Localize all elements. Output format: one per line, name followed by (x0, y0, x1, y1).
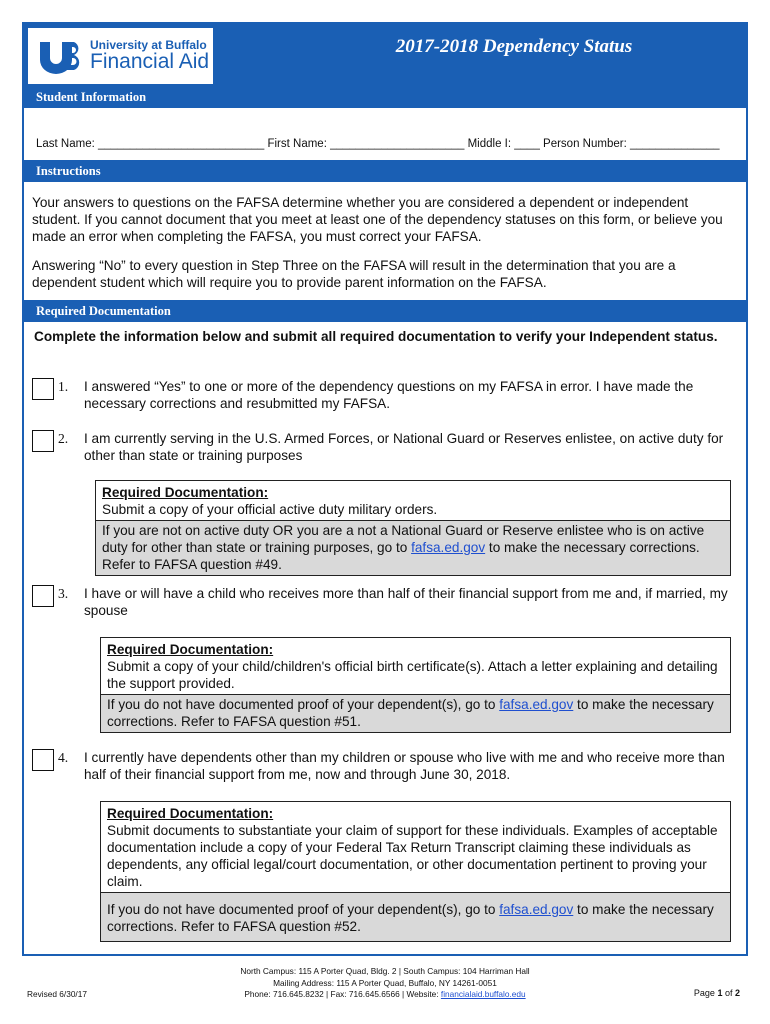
page-title: 2017-2018 Dependency Status (395, 36, 633, 57)
footer-contact (160, 966, 610, 1001)
checkbox-item-4[interactable] (32, 749, 54, 771)
checkbox-item-2[interactable] (32, 430, 54, 452)
website-link[interactable]: financialaid.buffalo.edu (440, 989, 526, 999)
item-text: I answered “Yes” to one or more of the dependency questions on my FAFSA in error. I have made the necessary corrections and resubmitted my FAFSA. (84, 379, 694, 411)
item-text: I have or will have a child who receives more than half of their financial support from me and, if married, my spouse (84, 586, 728, 618)
instructions-paragraph-2: Answering “No” to every question in Step Three on the FAFSA will result in the determination that you are a dependent student which will require you to provide parent information on the FAFSA. (32, 258, 676, 290)
item-number: 2. (58, 431, 69, 446)
fafsa-link[interactable]: fafsa.ed.gov (499, 902, 574, 917)
footer-campus-line: North Campus: 115 A Porter Quad, Bldg. 2 | South Campus: 104 Harriman Hall (240, 966, 530, 976)
page-word: Page (693, 988, 718, 998)
ub-logo (28, 28, 213, 84)
item-text: I am currently serving in the U.S. Armed Forces, or National Guard or Reserves enlistee, on active duty for other than state or training purposes (84, 431, 724, 463)
footer-phone-line (160, 989, 610, 1001)
item-text: I currently have dependents other than my children or spouse who live with me and who receive more than half of their financial support from me, now and through June 30, 2018. (84, 750, 725, 782)
required-doc-title: Required Documentation: (107, 806, 274, 821)
required-doc-text: Submit a copy of your child/children's official birth certificate(s). Attach a letter explaining and detailing the support provided. (107, 659, 718, 691)
section-required-documentation: Required Documentation (24, 300, 746, 322)
page-number: 1 (717, 988, 723, 998)
checkbox-item-3[interactable] (32, 585, 54, 607)
ub-logo-icon (38, 38, 82, 74)
student-name-fields[interactable]: Last Name: __________________________ First Name: _____________________ Middle I: ____ Person Number: ______________ (36, 138, 720, 150)
fafsa-link[interactable]: fafsa.ed.gov (499, 697, 574, 712)
alt-text-after: to make the necessary corrections. Refer to FAFSA question #51. (107, 697, 714, 729)
form-page (22, 22, 748, 956)
footer-phone-text: Phone: 716.645.8232 | Fax: 716.645.6566 | Website: (244, 989, 441, 999)
page-total: 2 (734, 988, 740, 998)
required-doc-text: Submit documents to substantiate your claim of support for these individuals. Examples of acceptable documentation include a copy of your Federal Tax Return Transcript claiming these individuals as dependents, any official legal/court documentation, or other documentation pertinent to proving your claim. (107, 823, 718, 889)
alt-text-after: to make the necessary corrections. Refer to FAFSA question #52. (107, 902, 714, 934)
alt-text-after: to make the necessary corrections. Refer to FAFSA question #49. (102, 540, 700, 572)
item-number: 4. (58, 750, 69, 765)
fafsa-link[interactable]: fafsa.ed.gov (411, 540, 486, 555)
alt-text-before: If you are not on active duty OR you are a not a National Guard or Reserve enlistee who is on active duty for other than state or training purposes, go to (102, 523, 705, 555)
required-intro: Complete the information below and submit all required documentation to verify your Independent status. (34, 329, 718, 344)
alt-text-before: If you do not have documented proof of your dependent(s), go to (107, 902, 500, 917)
section-instructions: Instructions (24, 160, 746, 182)
checkbox-item-1[interactable] (32, 378, 54, 400)
header-bar (24, 24, 746, 88)
logo-financial-aid: Financial Aid (90, 50, 210, 74)
required-doc-title: Required Documentation: (107, 642, 274, 657)
alt-text-before: If you do not have documented proof of your dependent(s), go to (107, 697, 500, 712)
required-doc-title: Required Documentation: (102, 485, 269, 500)
required-doc-text: Submit a copy of your official active duty military orders. (102, 502, 438, 517)
item-number: 1. (58, 379, 69, 394)
required-doc-box-item-3 (100, 637, 731, 733)
logo-university: University at Buffalo (90, 37, 207, 52)
instructions-paragraph-1: Your answers to questions on the FAFSA determine whether you are considered a dependent or independent student. If you cannot document that you meet at least one of the dependency statuses on this form, or believe you made an error when completing the FAFSA, you must correct your FAFSA. (32, 195, 723, 244)
section-student-information: Student Information (24, 86, 746, 108)
alternative-note (96, 520, 730, 575)
revised-date: Revised 6/30/17 (27, 989, 87, 999)
page-of: of (722, 988, 735, 998)
required-doc-box-item-2 (95, 480, 731, 576)
required-doc-box-item-4 (100, 801, 731, 942)
item-number: 3. (58, 586, 69, 601)
alternative-note (101, 892, 730, 941)
footer-mailing-line: Mailing Address: 115 A Porter Quad, Buffalo, NY 14261-0051 (273, 977, 497, 988)
page-indicator (660, 988, 740, 998)
alternative-note (101, 694, 730, 732)
